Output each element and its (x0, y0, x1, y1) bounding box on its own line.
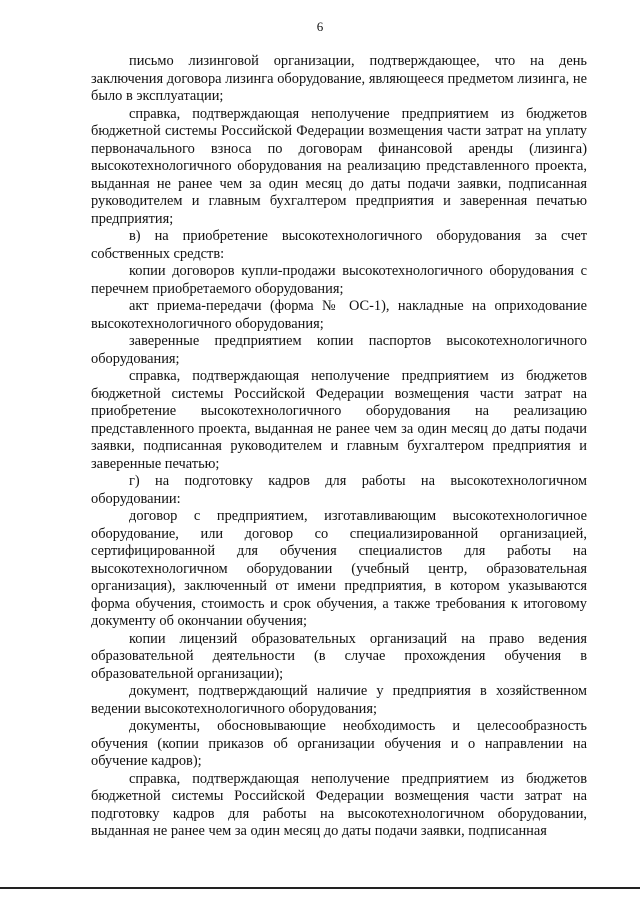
paragraph-section-g-heading: г) на подготовку кадров для работы на высокотехнологичном оборудовании: (91, 473, 587, 507)
paragraph-acceptance-act: акт приема-передачи (форма № ОС-1), накладные на оприходование высокотехнологичного оборудования; (91, 298, 587, 332)
page-number: 6 (316, 19, 324, 34)
paragraph-lease-certificate: справка, подтверждающая неполучение предприятием из бюджетов бюджетной системы Российской Федерации возмещения части затрат на уплату первоначального взноса по договорам финансовой аренды (лизинга) высокотехнологичного оборудования на реализацию представленного проекта, выданная не ранее чем за один месяц до даты подачи заявки, подписанная руководителем и главным бухгалтером предприятия и заверенная печатью предприятия; (91, 105, 587, 227)
paragraph-training-certificate: справка, подтверждающая неполучение предприятием из бюджетов бюджетной системы Российской Федерации возмещения части затрат на подготовку кадров для работы на высокотехнологичном оборудовании, выданная не ранее чем за один месяц до даты подачи заявки, подписанная (91, 770, 587, 839)
bottom-divider-line (0, 887, 640, 889)
paragraph-section-v-heading: в) на приобретение высокотехнологичного оборудования за счет собственных средств: (91, 228, 587, 262)
paragraph-training-justification: документы, обосновывающие необходимость и целесообразность обучения (копии приказов об организации обучения и о направлении на обучение кадров); (91, 718, 587, 769)
paragraph-purchase-contracts: копии договоров купли-продажи высокотехнологичного оборудования с перечнем приобретаемого оборудования; (91, 263, 587, 297)
paragraph-lease-letter: письмо лизинговой организации, подтверждающее, что на день заключения договора лизинга оборудование, являющееся предметом лизинга, не было в эксплуатации; (91, 53, 587, 104)
document-body (91, 53, 587, 841)
paragraph-equipment-passports: заверенные предприятием копии паспортов высокотехнологичного оборудования; (91, 333, 587, 367)
paragraph-equipment-ownership: документ, подтверждающий наличие у предприятия в хозяйственном ведении высокотехнологичного оборудования; (91, 683, 587, 717)
paragraph-training-contract: договор с предприятием, изготавливающим высокотехнологичное оборудование, или договор со специализированной организацией, сертифицированной для обучения специалистов для работы на высокотехнологичном оборудовании (учебный центр, образовательная организация), заключенный от имени предприятия, в котором указываются форма обучения, стоимость и срок обучения, а также требования к итоговому документу об окончании обучения; (91, 508, 587, 629)
paragraph-education-licenses: копии лицензий образовательных организаций на право ведения образовательной деятельности (в случае прохождения обучения в образовательной организации); (91, 630, 587, 682)
paragraph-purchase-certificate: справка, подтверждающая неполучение предприятием из бюджетов бюджетной системы Российской Федерации возмещения части затрат на приобретение высокотехнологичного оборудования на реализацию представленного проекта, выданная не ранее чем за один месяц до даты подачи заявки, подписанная руководителем и главным бухгалтером предприятия и заверенные печатью; (91, 368, 587, 472)
